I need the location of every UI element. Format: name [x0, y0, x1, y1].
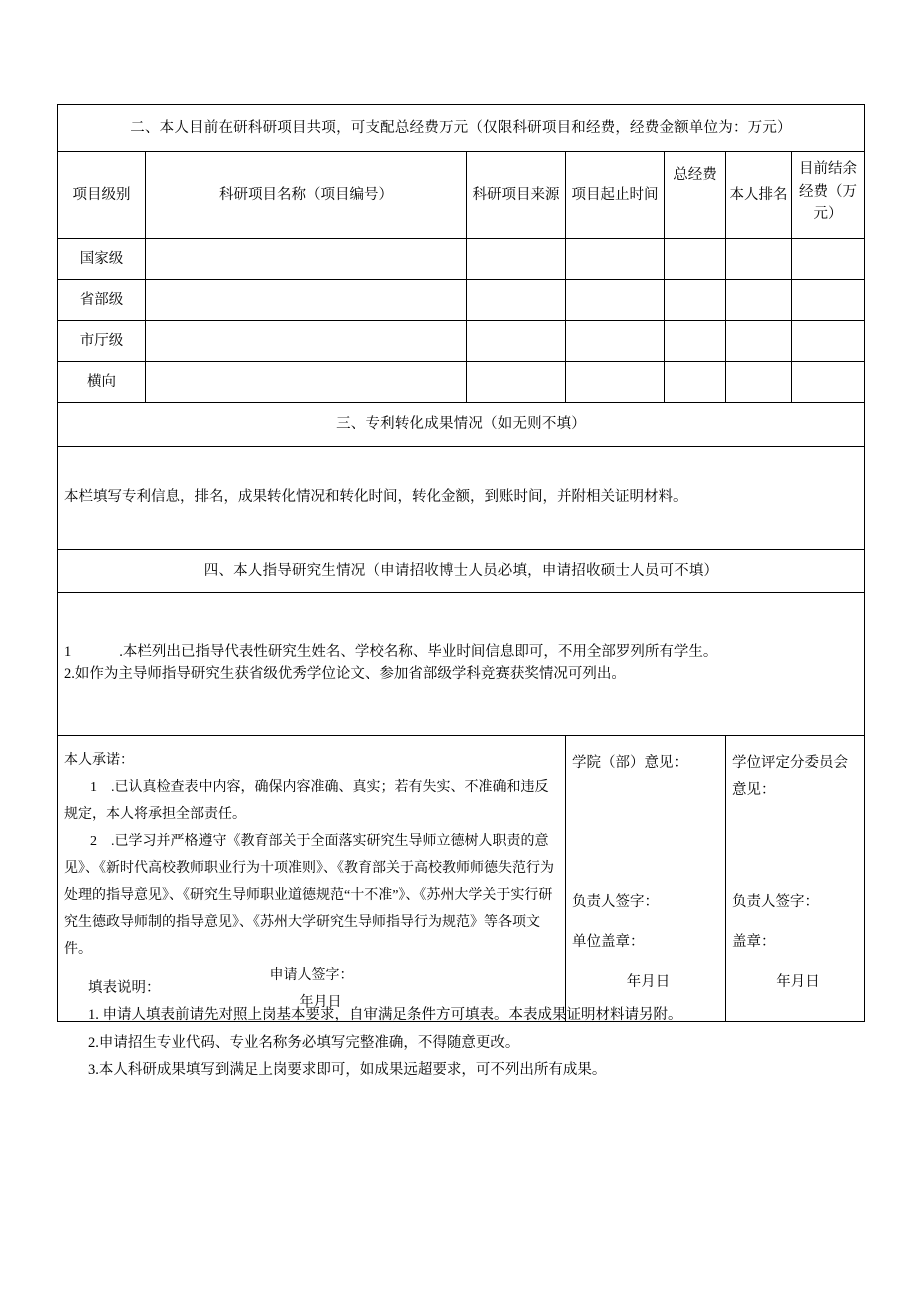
commitment-item-2-number: 2 [90, 834, 97, 850]
cell-personal-rank-provincial[interactable] [726, 280, 792, 321]
commitment-heading: 本人承诺： [64, 753, 134, 769]
column-header-balance-funds [792, 152, 865, 239]
balance-line-2: 经费（万 [799, 183, 858, 200]
commitment-item-1 [64, 775, 559, 829]
column-header-project-source: 科研项目来源 [467, 152, 566, 239]
section3-body-row [58, 446, 865, 549]
degree-committee-seal-label[interactable]: 盖章： [732, 934, 776, 951]
section4-item-1-text: .本栏列出已指导代表性研究生姓名、学校名称、毕业时间信息即可，不用全部罗列所有学生。 [119, 643, 718, 660]
degree-committee-opinion-title: 学位评定分委员会意见： [732, 755, 848, 798]
column-header-personal-rank: 本人排名 [726, 152, 792, 239]
cell-balance-funds-provincial[interactable] [792, 280, 865, 321]
cell-total-funds-national[interactable] [665, 239, 726, 280]
college-responsible-signature-label[interactable]: 负责人签字： [572, 894, 659, 911]
section3-body[interactable] [58, 446, 865, 549]
table-row [58, 362, 865, 403]
cell-personal-rank-national[interactable] [726, 239, 792, 280]
cell-personal-rank-municipal[interactable] [726, 321, 792, 362]
instruction-item-3: 3.本人科研成果填写到满足上岗要求即可，如成果远超要求，可不列出所有成果。 [88, 1061, 607, 1078]
cell-balance-funds-municipal[interactable] [792, 321, 865, 362]
cell-total-funds-horizontal[interactable] [665, 362, 726, 403]
cell-project-period-national[interactable] [566, 239, 665, 280]
instruction-item-2: 2.申请招生专业代码、专业名称务必填写完整准确，不得随意更改。 [88, 1034, 520, 1051]
cell-balance-funds-horizontal[interactable] [792, 362, 865, 403]
college-opinion-title: 学院（部）意见： [572, 755, 688, 772]
cell-project-name-provincial[interactable] [146, 280, 467, 321]
applicant-date-label[interactable]: 年月日 [299, 995, 342, 1011]
project-level-horizontal: 横向 [58, 362, 146, 403]
cell-project-period-municipal[interactable] [566, 321, 665, 362]
project-level-national: 国家级 [58, 239, 146, 280]
cell-project-source-national[interactable] [467, 239, 566, 280]
section4-body[interactable] [58, 593, 865, 736]
cell-project-source-provincial[interactable] [467, 280, 566, 321]
section4-body-row [58, 593, 865, 736]
section4-item-1 [64, 641, 858, 663]
cell-total-funds-municipal[interactable] [665, 321, 726, 362]
form-instructions [74, 975, 864, 1084]
college-unit-seal-label[interactable]: 单位盖章： [572, 934, 645, 951]
degree-committee-responsible-signature-label[interactable]: 负责人签字： [732, 894, 819, 911]
table-row [58, 321, 865, 362]
cell-project-period-horizontal[interactable] [566, 362, 665, 403]
instruction-item-1: 1. 申请人填表前请先对照上岗基本要求，自审满足条件方可填表。本表成果证明材料请另附。 [88, 1007, 683, 1024]
applicant-signature-label[interactable]: 申请人签字： [269, 968, 354, 984]
commitment-item-1-number: 1 [90, 780, 97, 796]
project-level-provincial: 省部级 [58, 280, 146, 321]
balance-line-3: 元） [813, 206, 843, 223]
degree-committee-date-label[interactable]: 年月日 [776, 974, 820, 991]
cell-project-source-horizontal[interactable] [467, 362, 566, 403]
commitment-item-2 [64, 829, 559, 963]
section4-banner: 四、本人指导研究生情况（申请招收博士人员必填，申请招收硕士人员可不填） [58, 549, 865, 592]
cell-project-period-provincial[interactable] [566, 280, 665, 321]
column-header-total-funds: 总经费 [665, 152, 726, 239]
section4-item-2: 2.如作为主导师指导研究生获省级优秀学位论文、参加省部级学科竞赛获奖情况可列出。 [64, 666, 626, 683]
section3-instruction: 本栏填写专利信息，排名，成果转化情况和转化时间，转化金额，到账时间，并附相关证明材料。 [64, 488, 688, 505]
section2-banner: 二、本人目前在研科研项目共项，可支配总经费万元（仅限科研项目和经费，经费金额单位为：万元） [58, 105, 865, 152]
section2-header-row [58, 152, 865, 239]
section4-item-1-number: 1 [64, 643, 72, 660]
cell-personal-rank-horizontal[interactable] [726, 362, 792, 403]
cell-project-name-horizontal[interactable] [146, 362, 467, 403]
section2-banner-row [58, 105, 865, 152]
cell-project-name-national[interactable] [146, 239, 467, 280]
project-level-municipal: 市厅级 [58, 321, 146, 362]
cell-project-name-municipal[interactable] [146, 321, 467, 362]
commitment-item-1-text: .已认真检查表中内容，确保内容准确、真实；若有失实、不准确和违反规定，本人将承担全部责任。 [64, 780, 549, 823]
column-header-project-name: 科研项目名称（项目编号） [146, 152, 467, 239]
cell-total-funds-provincial[interactable] [665, 280, 726, 321]
cell-project-source-municipal[interactable] [467, 321, 566, 362]
section3-banner-row [58, 403, 865, 446]
column-header-project-period: 项目起止时间 [566, 152, 665, 239]
application-form-table [57, 104, 865, 1022]
table-row [58, 239, 865, 280]
balance-line-1: 目前结余 [799, 161, 858, 178]
section4-banner-row [58, 549, 865, 592]
cell-balance-funds-national[interactable] [792, 239, 865, 280]
commitment-item-2-text: .已学习并严格遵守《教育部关于全面落实研究生导师立德树人职责的意见》、《新时代高校教师职业行为十项准则》、《教育部关于高校教师师德失范行为处理的指导意见》、《研究生导师职业道德规范“十不准”》、《苏州大学关于实行研究生德政导师制的指导意见》、《苏州大学研究生导师指导行为规范》等各项文件。 [64, 834, 554, 957]
college-date-label[interactable]: 年月日 [626, 974, 671, 991]
column-header-project-level: 项目级别 [58, 152, 146, 239]
instructions-title: 填表说明： [88, 980, 161, 996]
table-row [58, 280, 865, 321]
section3-banner: 三、专利转化成果情况（如无则不填） [58, 403, 865, 446]
